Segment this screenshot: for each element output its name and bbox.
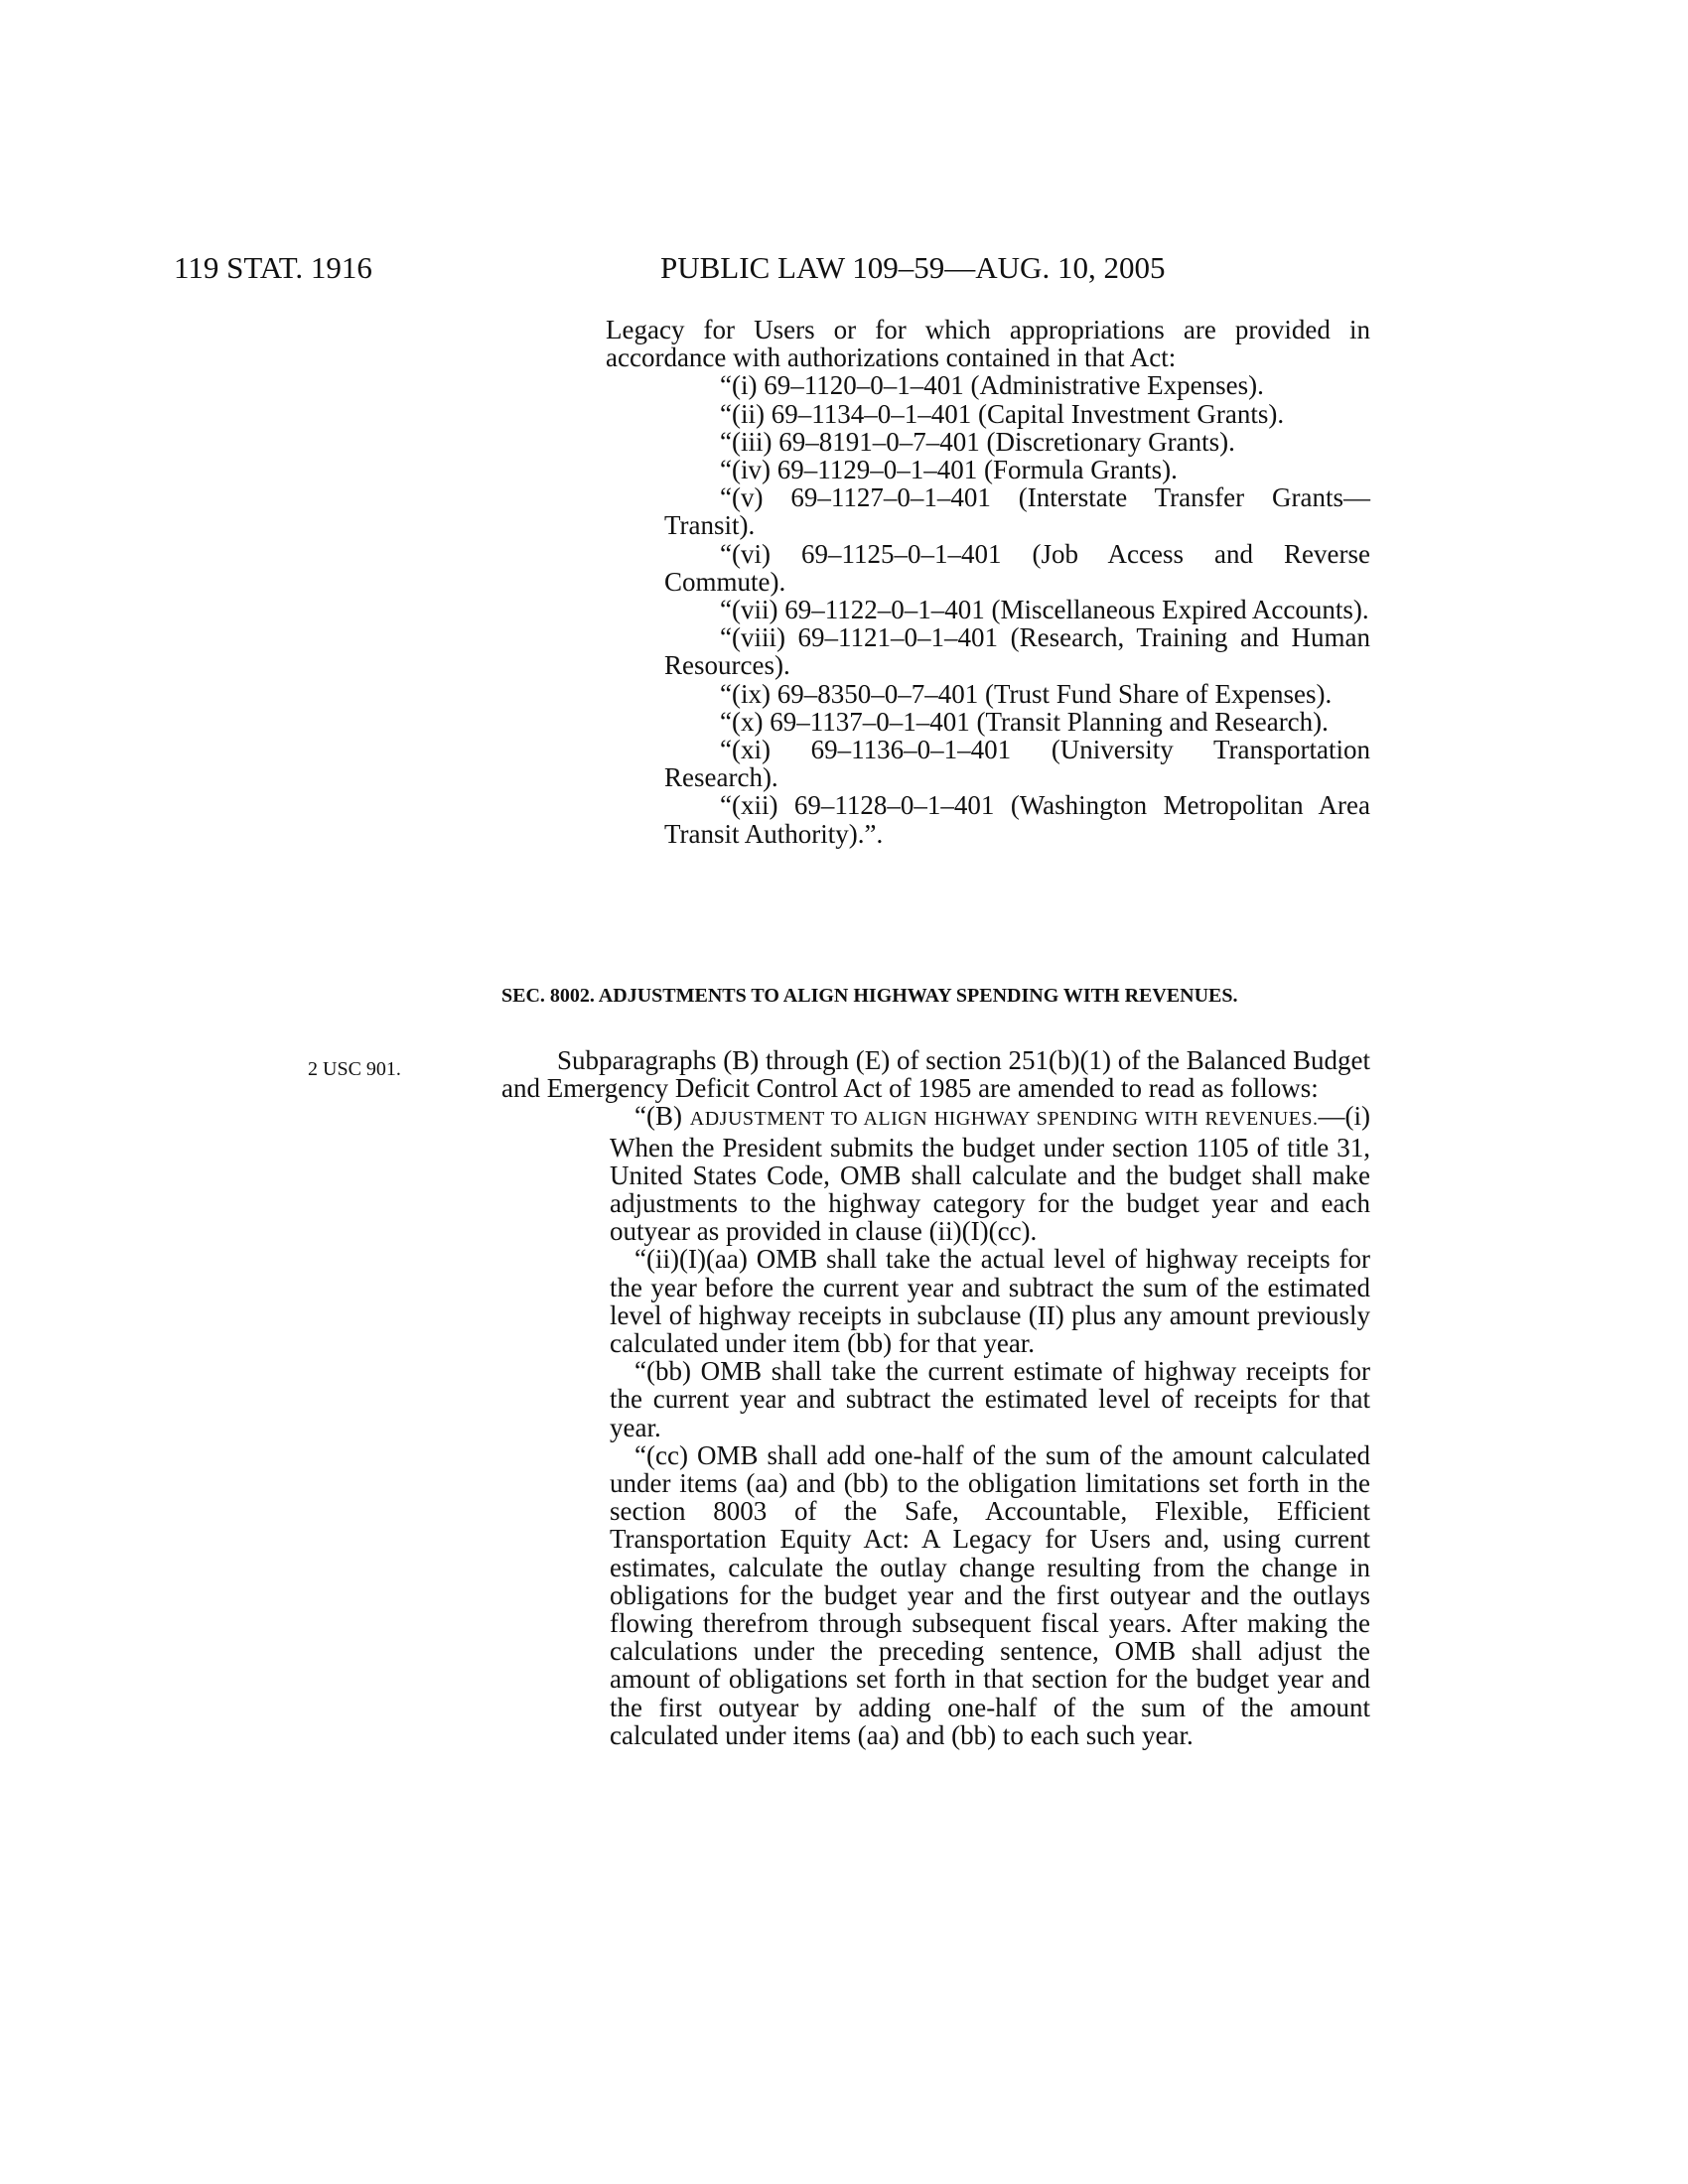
section-heading: SEC. 8002. ADJUSTMENTS TO ALIGN HIGHWAY SPENDING WITH REVENUES. bbox=[501, 985, 1238, 1007]
account-item-viii: “(viii) 69–1121–0–1–401 (Research, Training and Human Resources). bbox=[664, 622, 1370, 681]
item-bb: “(bb) OMB shall take the current estimate of highway receipts for the current year and subtract the estimated level of receipts for that year. bbox=[610, 1356, 1370, 1442]
account-item-xi: “(xi) 69–1136–0–1–401 (University Transportation Research). bbox=[664, 735, 1370, 793]
account-item-ii: “(ii) 69–1134–0–1–401 (Capital Investment Grants). bbox=[720, 398, 1285, 429]
section-body bbox=[501, 1046, 1370, 1749]
account-item-iii: “(iii) 69–8191–0–7–401 (Discretionary Grants). bbox=[720, 426, 1235, 457]
account-list-block bbox=[606, 316, 1370, 848]
subparagraph-b-prefix: “(B) bbox=[634, 1101, 690, 1132]
account-item-iv: “(iv) 69–1129–0–1–401 (Formula Grants). bbox=[720, 455, 1178, 485]
page-title: PUBLIC LAW 109–59—AUG. 10, 2005 bbox=[660, 250, 1166, 285]
margin-note: 2 USC 901. bbox=[308, 1058, 401, 1080]
account-item-ix: “(ix) 69–8350–0–7–401 (Trust Fund Share of Expenses). bbox=[720, 678, 1333, 709]
account-item-x: “(x) 69–1137–0–1–401 (Transit Planning and Research). bbox=[720, 706, 1329, 737]
subparagraph-b-heading: ADJUSTMENT TO ALIGN HIGHWAY SPENDING WITH REVENUES. bbox=[689, 1108, 1319, 1131]
section-intro: Subparagraphs (B) through (E) of section 251(b)(1) of the Balanced Budget and Emergency Deficit Control Act of 1985 are amended to read as follows: bbox=[501, 1045, 1370, 1104]
account-item-i: “(i) 69–1120–0–1–401 (Administrative Expenses). bbox=[720, 370, 1264, 401]
subparagraph-b bbox=[501, 1102, 1370, 1245]
item-cc: “(cc) OMB shall add one-half of the sum of the amount calculated under items (aa) and (bb) to the obligation limitations set forth in the section 8003 of the Safe, Accountable, Flexible, Efficient Transportation Equity Act: A Legacy for Users and, using current estimates, calculate the outlay change resulting from the change in obligations for the budget year and the first outyear and the outlays flowing therefrom through subsequent fiscal years. After making the calculations under the preceding sentence, OMB shall adjust the amount of obligations set forth in that section for the budget year and the first outyear by adding one-half of the sum of the amount calculated under items (aa) and (bb) to each such year. bbox=[610, 1439, 1370, 1750]
continuation-text: Legacy for Users or for which appropriations are provided in accordance with authorizations contained in that Act: bbox=[606, 315, 1370, 373]
subparagraph-b-text: —(i) When the President submits the budget under section 1105 of title 31, United States Code, OMB shall calculate and the budget shall make adjustments to the highway category for the budget year and each outyear as provided in clause (ii)(I)(cc). bbox=[610, 1101, 1370, 1247]
account-item-vi: “(vi) 69–1125–0–1–401 (Job Access and Reverse Commute). bbox=[664, 538, 1370, 597]
account-item-xii: “(xii) 69–1128–0–1–401 (Washington Metropolitan Area Transit Authority).”. bbox=[664, 790, 1370, 849]
stat-reference: 119 STAT. 1916 bbox=[174, 250, 372, 285]
item-ii-aa: “(ii)(I)(aa) OMB shall take the actual level of highway receipts for the year before the current year and subtract the sum of the estimated level of highway receipts in subclause (II) plus any amount previously calculated under item (bb) for that year. bbox=[610, 1244, 1370, 1359]
account-item-v: “(v) 69–1127–0–1–401 (Interstate Transfer Grants—Transit). bbox=[664, 482, 1370, 541]
account-item-vii: “(vii) 69–1122–0–1–401 (Miscellaneous Expired Accounts). bbox=[720, 595, 1369, 625]
